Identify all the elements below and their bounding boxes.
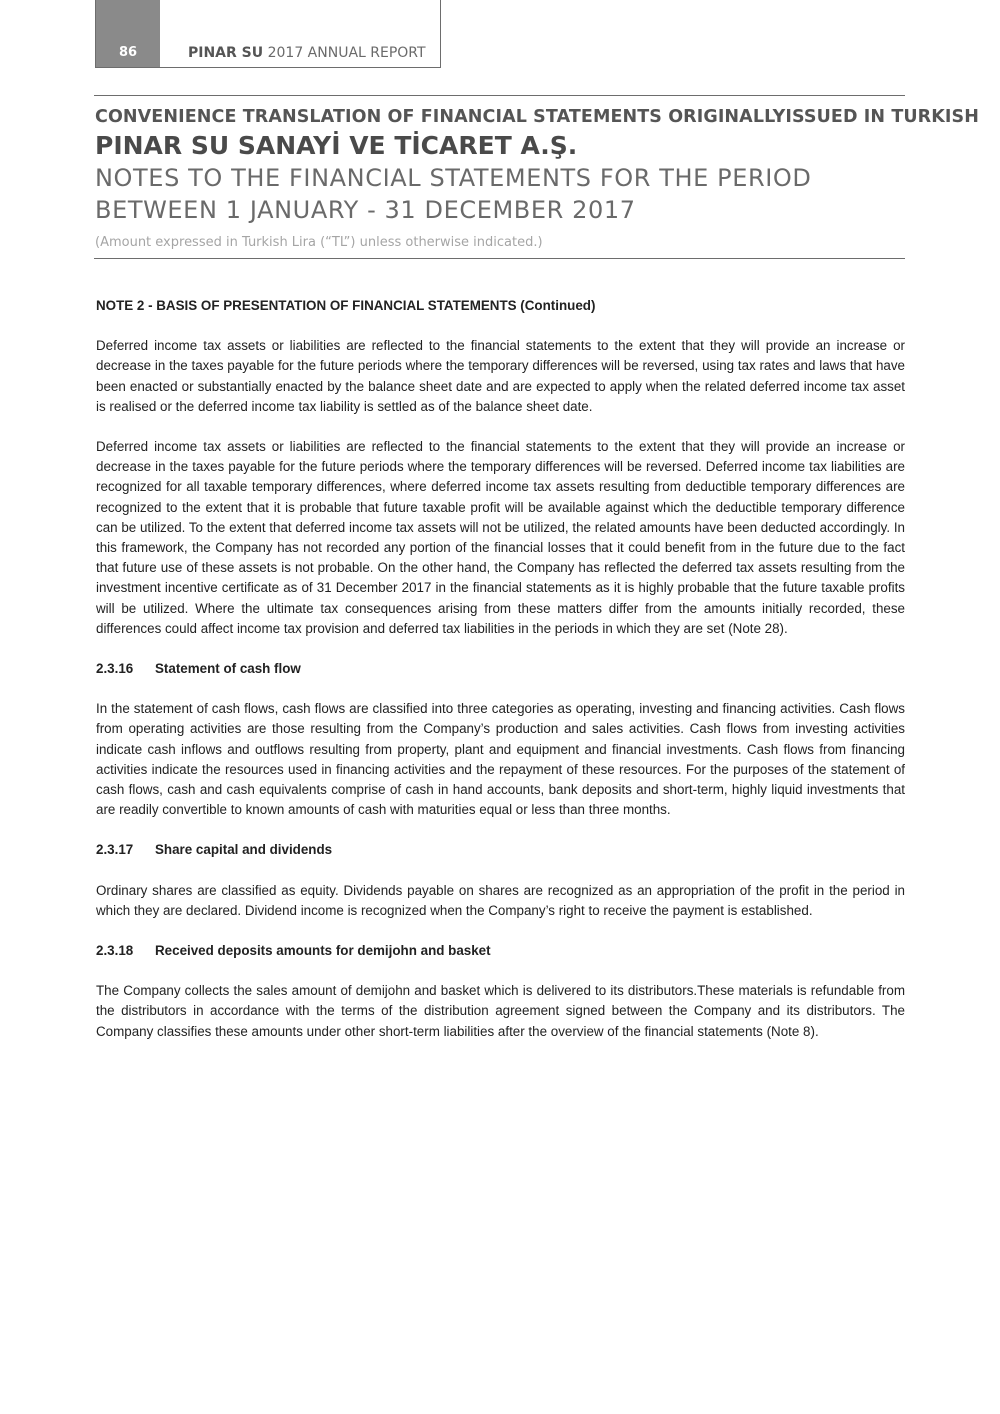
paragraph-share-capital: Ordinary shares are classified as equity. Dividends payable on shares are recognized as an appropriation of the profit in the period in which they are declared. Dividend income is recognized when the Company’s right to receive the payment is established.	[96, 882, 905, 918]
amount-expression-note: (Amount expressed in Turkish Lira (“TL”) unless otherwise indicated.)	[95, 235, 543, 250]
section-number: 2.3.16	[96, 661, 134, 677]
report-name	[188, 45, 426, 61]
report-brand: PINAR SU	[188, 45, 264, 61]
section-number: 2.3.18	[96, 943, 134, 959]
notes-heading-line-2: BETWEEN 1 JANUARY - 31 DECEMBER 2017	[95, 196, 636, 224]
company-name-heading: PINAR SU SANAYİ VE TİCARET A.Ş.	[95, 131, 578, 160]
note-title: NOTE 2 - BASIS OF PRESENTATION OF FINANCIAL STATEMENTS (Continued)	[96, 298, 596, 313]
section-title: Statement of cash flow	[155, 661, 301, 677]
section-heading-received-deposits	[96, 941, 905, 961]
paragraph-received-deposits: The Company collects the sales amount of demijohn and basket which is delivered to its distributors.These materials is refundable from the distributors in accordance with the terms of the distribution agreement signed between the Company and its distributors. The Company classifies these amounts under other short-term liabilities after the overview of the financial statements (Note 8).	[96, 983, 905, 1039]
notes-heading-line-1: NOTES TO THE FINANCIAL STATEMENTS FOR THE PERIOD	[95, 164, 812, 192]
section-title: Received deposits amounts for demijohn and basket	[155, 943, 491, 959]
convenience-translation-heading: CONVENIENCE TRANSLATION OF FINANCIAL STATEMENTS ORIGINALLYISSUED IN TURKISH	[95, 107, 979, 127]
section-heading-cash-flow	[96, 659, 905, 679]
paragraph-deferred-tax-1: Deferred income tax assets or liabilities are reflected to the financial statements to the extent that they will provide an increase or decrease in the taxes payable for the future periods where the temporary differences will be reversed, using tax rates and laws that have been enacted or substantially enacted by the balance sheet date and are expected to apply when the related deferred income tax asset is realised or the deferred income tax liability is settled as of the balance sheet date.	[96, 338, 905, 414]
section-number: 2.3.17	[96, 842, 134, 858]
paragraph-deferred-tax-2: Deferred income tax assets or liabilities are reflected to the financial statements to the extent that they will provide an increase or decrease in the taxes payable for the future periods where the temporary differences will be reversed. Deferred income tax liabilities are recognized for all taxable temporary differences, where deferred income tax assets resulting from deductible temporary differences are recognized to the extent that it is probable that future taxable profit will be available against which the deductible temporary difference can be utilized. To the extent that deferred income tax assets will not be utilized, the related amounts have been deducted accordingly. In this framework, the Company has not recorded any portion of the financial losses that it could benefit from in the future due to the fact that future use of these assets is not probable. On the other hand, the Company has reflected the deferred tax assets resulting from the investment incentive certificate as of 31 December 2017 in the financial statements as it is highly probable that the future taxable profits will be utilized. Where the ultimate tax consequences arising from these matters differ from the amounts initially recorded, these differences could affect income tax provision and deferred tax liabilities in the periods in which they are set (Note 28).	[96, 439, 905, 636]
paragraph-cash-flow: In the statement of cash flows, cash flows are classified into three categories as operating, investing and financing activities. Cash flows from operating activities are those resulting from the Company’s production and sales activities. Cash flows from investing activities indicate cash inflows and outflows resulting from property, plant and equipment and financial investments. Cash flows from financing activities indicate the resources used in financing activities and the repayment of these resources. For the purposes of the statement of cash flows, cash and cash equivalents comprise of cash in hand accounts, bank deposits and short-term, highly liquid investments that are readily convertible to known amounts of cash with maturities equal or less than three months.	[96, 701, 905, 818]
section-heading-share-capital	[96, 840, 905, 860]
document-body	[96, 296, 905, 1062]
header-bottom-rule	[94, 258, 905, 259]
page-header-tab	[95, 0, 441, 68]
page-number: 86	[118, 45, 138, 60]
report-title: 2017 ANNUAL REPORT	[267, 45, 426, 61]
header-top-rule	[94, 95, 905, 96]
section-title: Share capital and dividends	[155, 842, 333, 858]
